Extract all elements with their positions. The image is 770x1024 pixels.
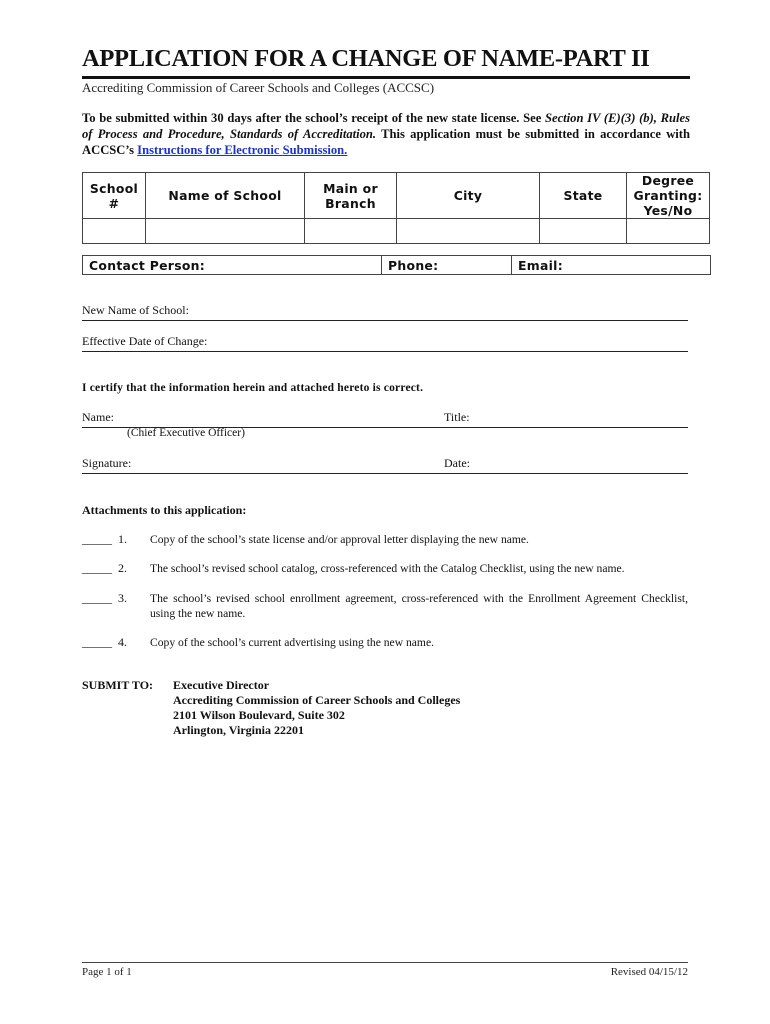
attachment-text: The school’s revised school enrollment agreement, cross-referenced with the Enrollment Agreement Checklist, using the new name.: [150, 592, 688, 620]
divider: [381, 256, 382, 274]
revision-date: Revised 04/15/12: [610, 966, 688, 978]
attachment-text: The school’s revised school catalog, cross-referenced with the Catalog Checklist, using the new name.: [150, 562, 625, 575]
new-name-label: New Name of School:: [82, 303, 189, 317]
contact-row: [82, 255, 711, 275]
name-label: Name:: [82, 410, 114, 424]
attachment-blank[interactable]: _____: [82, 591, 112, 605]
cell-school-name[interactable]: [146, 219, 305, 244]
page-title: APPLICATION FOR A CHANGE OF NAME-PART II: [82, 44, 690, 79]
header-school-name: Name of School: [146, 173, 305, 219]
footer-divider: [82, 962, 688, 963]
header-state: State: [540, 173, 627, 219]
header-main-branch: Main or Branch: [305, 173, 397, 219]
intro-text-2: This application must be submitted in accordance with ACCSC’s: [82, 127, 690, 157]
attachment-number: 2.: [118, 561, 127, 575]
table-row: [83, 219, 710, 244]
attachment-blank[interactable]: _____: [82, 532, 112, 546]
submit-line-2: Accrediting Commission of Career Schools and Colleges: [173, 693, 461, 707]
intro-text-1: To be submitted within 30 days after the school’s receipt of the new state license. See: [82, 111, 545, 125]
submit-line-3: 2101 Wilson Boulevard, Suite 302: [173, 708, 345, 722]
cell-state[interactable]: [540, 219, 627, 244]
divider: [511, 256, 512, 274]
submit-to-label: SUBMIT TO:: [82, 678, 154, 692]
submit-line-4: Arlington, Virginia 22201: [173, 723, 305, 737]
attachment-text: Copy of the school’s current advertising using the new name.: [150, 636, 434, 649]
submit-address: [173, 678, 460, 738]
cell-main-branch[interactable]: [305, 219, 397, 244]
date-label: Date:: [444, 456, 470, 470]
attachments-heading: Attachments to this application:: [82, 503, 247, 517]
phone-label: Phone:: [388, 258, 439, 273]
effective-date-label: Effective Date of Change:: [82, 334, 208, 348]
cell-degree-granting[interactable]: [627, 219, 710, 244]
header-school-number: School #: [83, 173, 146, 219]
name-title-line[interactable]: [82, 410, 688, 428]
page-number: Page 1 of 1: [82, 966, 132, 978]
table-header-row: [83, 173, 710, 219]
attachment-text: Copy of the school’s state license and/or approval letter displaying the new name.: [150, 533, 529, 546]
header-city: City: [397, 173, 540, 219]
ceo-note: (Chief Executive Officer): [127, 427, 245, 439]
cell-school-number[interactable]: [83, 219, 146, 244]
attachment-number: 1.: [118, 532, 127, 546]
instructions-link[interactable]: Instructions for Electronic Submission.: [137, 143, 348, 157]
header-degree-granting: Degree Granting: Yes/No: [627, 173, 710, 219]
attachment-number: 3.: [118, 591, 127, 605]
email-label: Email:: [518, 258, 563, 273]
effective-date-field[interactable]: [82, 334, 688, 352]
schools-table: [82, 172, 710, 244]
cell-city[interactable]: [397, 219, 540, 244]
organization-subtitle: Accrediting Commission of Career Schools and Colleges (ACCSC): [82, 80, 435, 95]
submit-line-1: Executive Director: [173, 678, 270, 692]
title-label: Title:: [444, 410, 470, 424]
attachment-blank[interactable]: _____: [82, 635, 112, 649]
new-name-field[interactable]: [82, 303, 688, 321]
attachment-number: 4.: [118, 635, 127, 649]
contact-person-label: Contact Person:: [89, 258, 206, 273]
intro-italic-ref: Section IV (E)(3) (b), Rules of Process and Procedure, Standards of Accreditation.: [82, 111, 690, 141]
signature-date-line[interactable]: [82, 456, 688, 474]
attachment-blank[interactable]: _____: [82, 561, 112, 575]
intro-paragraph: [82, 110, 690, 158]
certification-statement: I certify that the information herein and attached hereto is correct.: [82, 382, 424, 394]
signature-label: Signature:: [82, 456, 132, 470]
